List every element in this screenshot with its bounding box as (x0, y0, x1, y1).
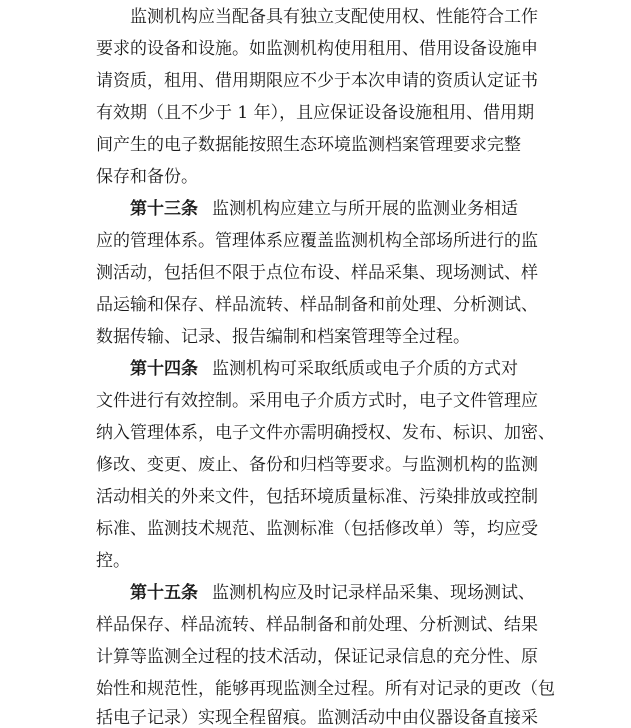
text-line: 数据传输、记录、报告编制和档案管理等全过程。 (96, 327, 470, 347)
article-first-line (96, 199, 518, 219)
text-line: 有效期（且不少于 1 年），且应保证设备设施租用、借用期 (96, 103, 535, 123)
text-line: 应的管理体系。管理体系应覆盖监测机构全部场所进行的监 (96, 231, 538, 251)
text-line: 监测机构应及时记录样品采集、现场测试、 (212, 583, 535, 603)
article-heading: 第十五条 (96, 583, 198, 603)
text-line: 计算等监测全过程的技术活动，保证记录信息的充分性、原 (96, 647, 538, 667)
text-line: 监测机构应建立与所开展的监测业务相适 (212, 199, 518, 219)
text-line: 品运输和保存、样品流转、样品制备和前处理、分析测试、 (96, 295, 538, 315)
article-heading: 第十三条 (96, 199, 198, 219)
text-line: 请资质，租用、借用期限应不少于本次申请的资质认定证书 (96, 71, 538, 91)
text-line: 要求的设备和设施。如监测机构使用租用、借用设备设施申 (96, 39, 538, 59)
article-heading: 第十四条 (96, 359, 198, 379)
text-line: 测活动，包括但不限于点位布设、样品采集、现场测试、样 (96, 263, 538, 283)
text-line: 标准、监测技术规范、监测标准（包括修改单）等，均应受 (96, 519, 538, 539)
article-first-line (96, 583, 535, 603)
text-line: 活动相关的外来文件，包括环境质量标准、污染排放或控制 (96, 487, 538, 507)
text-line: 保存和备份。 (96, 167, 198, 187)
text-line: 监测机构可采取纸质或电子介质的方式对 (212, 359, 518, 379)
text-line: 文件进行有效控制。采用电子介质方式时，电子文件管理应 (96, 391, 538, 411)
text-line: 纳入管理体系，电子文件亦需明确授权、发布、标识、加密、 (96, 423, 555, 443)
text-line: 修改、变更、废止、备份和归档等要求。与监测机构的监测 (96, 455, 538, 475)
text-line: 样品保存、样品流转、样品制备和前处理、分析测试、结果 (96, 615, 538, 635)
article-first-line (96, 359, 518, 379)
text-line: 括电子记录）实现全程留痕。监测活动中由仪器设备直接采 (96, 708, 538, 728)
text-line: 间产生的电子数据能按照生态环境监测档案管理要求完整 (96, 135, 521, 155)
text-line: 监测机构应当配备具有独立支配使用权、性能符合工作 (96, 7, 538, 27)
text-line: 始性和规范性，能够再现监测全过程。所有对记录的更改（包 (96, 679, 555, 699)
text-line: 控。 (96, 551, 130, 571)
